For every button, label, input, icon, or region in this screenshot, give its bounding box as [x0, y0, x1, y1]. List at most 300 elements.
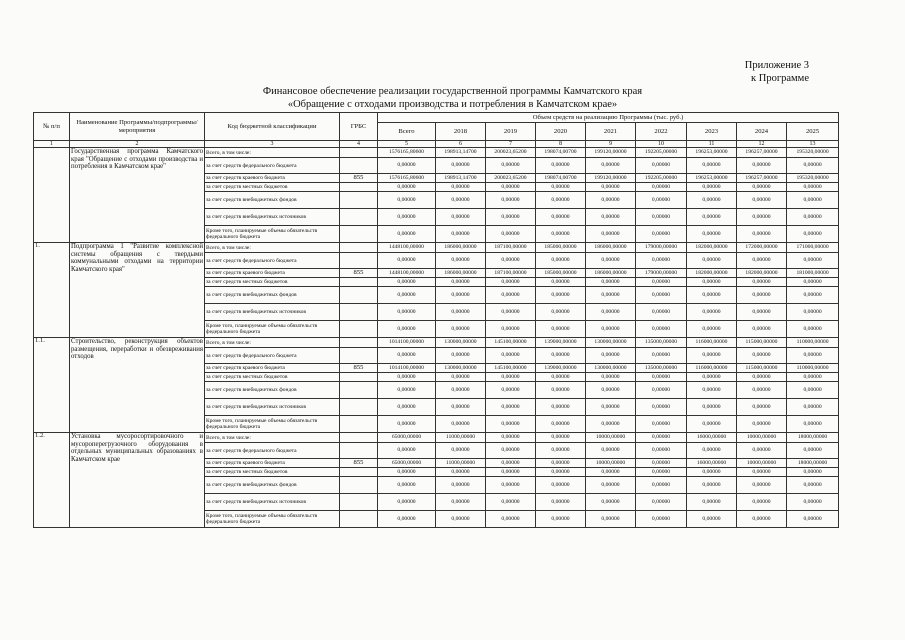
year-value: 182000,00000 [737, 269, 787, 278]
year-value: 195320,00000 [787, 174, 839, 183]
funding-source: за счет средств местных бюджетов [205, 373, 340, 382]
funding-source: Кроме того, планируемые объемы обязательств федерального бюджета [205, 416, 340, 433]
year-value: 0,00000 [436, 158, 486, 174]
total-value: 0,00000 [378, 468, 436, 477]
table-row [34, 148, 839, 158]
total-value: 0,00000 [378, 321, 436, 338]
year-value: 110000,00000 [787, 364, 839, 373]
year-value: 0,00000 [486, 511, 536, 528]
year-value: 0,00000 [737, 253, 787, 269]
year-value: 0,00000 [586, 209, 636, 226]
total-value: 65000,00000 [378, 433, 436, 443]
year-value: 0,00000 [737, 278, 787, 287]
year-value: 185000,00000 [536, 243, 586, 253]
year-value: 0,00000 [737, 304, 787, 321]
year-value: 0,00000 [787, 226, 839, 243]
grbs-code [340, 494, 378, 511]
year-value: 0,00000 [636, 226, 687, 243]
funding-source: за счет средств внебюджетных источников [205, 399, 340, 416]
year-value: 0,00000 [586, 511, 636, 528]
year-value: 0,00000 [787, 253, 839, 269]
table-row [34, 243, 839, 253]
year-value: 0,00000 [586, 348, 636, 364]
year-value: 130000,00000 [436, 364, 486, 373]
year-value: 200023,65200 [486, 148, 536, 158]
year-value: 0,00000 [687, 348, 737, 364]
total-value: 0,00000 [378, 382, 436, 399]
year-value: 0,00000 [586, 287, 636, 304]
year-value: 0,00000 [687, 511, 737, 528]
grbs-code [340, 433, 378, 443]
year-value: 0,00000 [787, 477, 839, 494]
year-value: 195320,00000 [787, 148, 839, 158]
year-value: 115000,00000 [737, 364, 787, 373]
total-value: 0,00000 [378, 278, 436, 287]
year-value: 0,00000 [687, 443, 737, 459]
year-value: 0,00000 [436, 304, 486, 321]
column-number: 9 [586, 141, 636, 148]
year-value: 0,00000 [486, 494, 536, 511]
year-value: 0,00000 [787, 416, 839, 433]
year-value: 0,00000 [436, 382, 486, 399]
year-value: 0,00000 [737, 399, 787, 416]
grbs-code [340, 209, 378, 226]
year-value: 0,00000 [787, 511, 839, 528]
year-value: 0,00000 [737, 209, 787, 226]
grbs-code [340, 468, 378, 477]
total-value: 1448100,00000 [378, 243, 436, 253]
year-value: 0,00000 [787, 399, 839, 416]
funding-source: за счет средств внебюджетных источников [205, 209, 340, 226]
year-value: 0,00000 [536, 382, 586, 399]
total-value: 1448100,00000 [378, 269, 436, 278]
year-value: 0,00000 [787, 321, 839, 338]
year-value: 0,00000 [536, 287, 586, 304]
grbs-code: 855 [340, 269, 378, 278]
year-value: 0,00000 [436, 494, 486, 511]
funding-source: Кроме того, планируемые объемы обязательств федерального бюджета [205, 511, 340, 528]
year-value: 0,00000 [536, 226, 586, 243]
column-number: 8 [536, 141, 586, 148]
year-value: 0,00000 [737, 192, 787, 209]
year-value: 16000,00000 [687, 433, 737, 443]
header-volume: Объем средств на реализацию Программы (тыс. руб.) [378, 113, 839, 123]
year-value: 0,00000 [737, 373, 787, 382]
year-value: 0,00000 [687, 192, 737, 209]
total-value: 0,00000 [378, 158, 436, 174]
year-value: 0,00000 [737, 494, 787, 511]
year-value: 116000,00000 [687, 364, 737, 373]
year-value: 0,00000 [536, 477, 586, 494]
year-value: 0,00000 [486, 304, 536, 321]
funding-source: за счет средств внебюджетных источников [205, 304, 340, 321]
year-value: 0,00000 [486, 416, 536, 433]
year-value: 0,00000 [636, 253, 687, 269]
grbs-code [340, 183, 378, 192]
year-value: 10000,00000 [737, 433, 787, 443]
year-value: 0,00000 [636, 183, 687, 192]
year-value: 0,00000 [787, 278, 839, 287]
table-body [34, 148, 839, 528]
year-value: 0,00000 [636, 416, 687, 433]
funding-source: за счет средств внебюджетных фондов [205, 192, 340, 209]
year-value: 0,00000 [636, 321, 687, 338]
funding-source: за счет средств краевого бюджета [205, 174, 340, 183]
year-value: 0,00000 [536, 209, 586, 226]
year-value: 0,00000 [687, 416, 737, 433]
grbs-code [340, 399, 378, 416]
year-value: 0,00000 [436, 443, 486, 459]
year-value: 0,00000 [486, 468, 536, 477]
section-index: 1.2. [34, 433, 70, 528]
total-value: 0,00000 [378, 443, 436, 459]
header-year: 2019 [486, 123, 536, 141]
grbs-code [340, 373, 378, 382]
column-number: 3 [205, 141, 340, 148]
section-name: Установка мусоросортировочного и мусороперегрузочного оборудования в отдельных муниципальных образованиях в Камчатском крае [70, 433, 205, 528]
header-year: 2024 [737, 123, 787, 141]
year-value: 0,00000 [586, 399, 636, 416]
year-value: 0,00000 [586, 183, 636, 192]
year-value: 0,00000 [636, 278, 687, 287]
year-value: 0,00000 [436, 468, 486, 477]
year-value: 0,00000 [436, 253, 486, 269]
year-value: 0,00000 [636, 494, 687, 511]
document-title [0, 86, 905, 111]
grbs-code [340, 253, 378, 269]
grbs-code: 855 [340, 364, 378, 373]
year-value: 0,00000 [586, 468, 636, 477]
funding-source: за счет средств краевого бюджета [205, 459, 340, 468]
funding-source: за счет средств внебюджетных фондов [205, 477, 340, 494]
column-number: 2 [70, 141, 205, 148]
funding-source: за счет средств внебюджетных фондов [205, 287, 340, 304]
year-value: 130000,00000 [586, 338, 636, 348]
total-value: 0,00000 [378, 494, 436, 511]
grbs-code [340, 304, 378, 321]
year-value: 139000,00000 [536, 338, 586, 348]
column-number: 6 [436, 141, 486, 148]
funding-source: за счет средств федерального бюджета [205, 443, 340, 459]
year-value: 0,00000 [486, 183, 536, 192]
year-value: 198074,00700 [536, 148, 586, 158]
year-value: 0,00000 [737, 321, 787, 338]
total-value: 0,00000 [378, 304, 436, 321]
year-value: 0,00000 [536, 511, 586, 528]
year-value: 0,00000 [586, 278, 636, 287]
year-value: 0,00000 [486, 477, 536, 494]
year-value: 0,00000 [737, 511, 787, 528]
year-value: 192205,00000 [636, 148, 687, 158]
year-value: 0,00000 [687, 226, 737, 243]
year-value: 0,00000 [536, 253, 586, 269]
year-value: 0,00000 [636, 468, 687, 477]
column-number: 7 [486, 141, 536, 148]
year-value: 0,00000 [486, 192, 536, 209]
title-line-1: Финансовое обеспечение реализации государственной программы Камчатского края [262, 86, 643, 97]
funding-source: за счет средств краевого бюджета [205, 364, 340, 373]
year-value: 0,00000 [436, 477, 486, 494]
year-value: 0,00000 [436, 192, 486, 209]
year-value: 0,00000 [787, 494, 839, 511]
year-value: 0,00000 [536, 183, 586, 192]
total-value: 65000,00000 [378, 459, 436, 468]
total-value: 0,00000 [378, 183, 436, 192]
column-number: 11 [687, 141, 737, 148]
total-value: 1014100,00000 [378, 364, 436, 373]
year-value: 0,00000 [536, 373, 586, 382]
financing-table [33, 112, 839, 528]
year-value: 135000,00000 [636, 364, 687, 373]
year-value: 0,00000 [586, 494, 636, 511]
header-name: Наименование Программы/подпрограммы/мероприятия [70, 113, 205, 141]
total-value: 1576165,80600 [378, 174, 436, 183]
appendix-line-2: к Программе [751, 73, 809, 84]
year-value: 11000,00000 [436, 459, 486, 468]
year-value: 0,00000 [787, 192, 839, 209]
year-value: 172000,00000 [737, 243, 787, 253]
year-value: 186000,00000 [586, 269, 636, 278]
year-value: 0,00000 [586, 382, 636, 399]
year-value: 0,00000 [636, 443, 687, 459]
year-value: 11000,00000 [436, 433, 486, 443]
funding-source: Всего, в том числе: [205, 338, 340, 348]
year-value: 0,00000 [486, 433, 536, 443]
grbs-code [340, 348, 378, 364]
funding-source: за счет средств местных бюджетов [205, 183, 340, 192]
grbs-code [340, 148, 378, 158]
year-value: 0,00000 [737, 226, 787, 243]
grbs-code [340, 158, 378, 174]
year-value: 0,00000 [486, 382, 536, 399]
funding-source: за счет средств внебюджетных фондов [205, 382, 340, 399]
total-value: 0,00000 [378, 416, 436, 433]
grbs-code: 855 [340, 459, 378, 468]
year-value: 135000,00000 [636, 338, 687, 348]
total-value: 0,00000 [378, 373, 436, 382]
year-value: 0,00000 [787, 348, 839, 364]
year-value: 0,00000 [536, 192, 586, 209]
column-number: 13 [787, 141, 839, 148]
funding-source: Кроме того, планируемые объемы обязательств федерального бюджета [205, 226, 340, 243]
year-value: 0,00000 [687, 158, 737, 174]
year-value: 0,00000 [636, 158, 687, 174]
year-value: 0,00000 [737, 416, 787, 433]
title-line-2: «Обращение с отходами производства и потребления в Камчатском крае» [287, 98, 618, 110]
year-value: 110000,00000 [787, 338, 839, 348]
grbs-code [340, 511, 378, 528]
year-value: 198913,14700 [436, 148, 486, 158]
year-value: 0,00000 [536, 158, 586, 174]
year-value: 0,00000 [536, 399, 586, 416]
year-value: 0,00000 [737, 158, 787, 174]
column-number: 5 [378, 141, 436, 148]
year-value: 0,00000 [636, 373, 687, 382]
year-value: 0,00000 [687, 477, 737, 494]
total-value: 0,00000 [378, 287, 436, 304]
year-value: 0,00000 [486, 348, 536, 364]
grbs-code [340, 338, 378, 348]
year-value: 0,00000 [536, 494, 586, 511]
year-value: 0,00000 [737, 477, 787, 494]
total-value: 0,00000 [378, 226, 436, 243]
total-value: 0,00000 [378, 209, 436, 226]
year-value: 0,00000 [737, 443, 787, 459]
year-value: 0,00000 [737, 382, 787, 399]
year-value: 10000,00000 [586, 433, 636, 443]
funding-source: за счет средств федерального бюджета [205, 158, 340, 174]
grbs-code: 855 [340, 174, 378, 183]
section-name: Строительство, реконструкция объектов размещения, переработки и обезвреживания отходов [70, 338, 205, 433]
year-value: 0,00000 [636, 433, 687, 443]
year-value: 181000,00000 [787, 269, 839, 278]
year-value: 0,00000 [436, 183, 486, 192]
funding-source: за счет средств местных бюджетов [205, 468, 340, 477]
year-value: 0,00000 [687, 494, 737, 511]
year-value: 0,00000 [586, 192, 636, 209]
year-value: 0,00000 [536, 433, 586, 443]
year-value: 0,00000 [536, 443, 586, 459]
funding-source: Всего, в том числе: [205, 433, 340, 443]
year-value: 0,00000 [536, 348, 586, 364]
year-value: 0,00000 [586, 416, 636, 433]
section-name: Государственная программа Камчатского края "Обращение с отходами производства и потребления в Камчатском крае" [70, 148, 205, 243]
year-value: 0,00000 [687, 468, 737, 477]
year-value: 0,00000 [486, 459, 536, 468]
year-value: 0,00000 [687, 321, 737, 338]
year-value: 0,00000 [536, 468, 586, 477]
year-value: 198074,00700 [536, 174, 586, 183]
year-value: 0,00000 [687, 287, 737, 304]
year-value: 0,00000 [787, 443, 839, 459]
year-value: 0,00000 [636, 382, 687, 399]
year-value: 0,00000 [536, 321, 586, 338]
year-value: 185000,00000 [536, 269, 586, 278]
year-value: 0,00000 [486, 253, 536, 269]
year-value: 0,00000 [636, 459, 687, 468]
year-value: 0,00000 [687, 399, 737, 416]
funding-source: Кроме того, планируемые объемы обязательств федерального бюджета [205, 321, 340, 338]
year-value: 0,00000 [787, 183, 839, 192]
grbs-code [340, 243, 378, 253]
year-value: 0,00000 [586, 321, 636, 338]
year-value: 0,00000 [636, 477, 687, 494]
year-value: 182000,00000 [687, 269, 737, 278]
appendix-line-1: Приложение 3 [744, 60, 809, 71]
year-value: 0,00000 [636, 287, 687, 304]
header-year: 2025 [787, 123, 839, 141]
grbs-code [340, 278, 378, 287]
year-value: 0,00000 [486, 321, 536, 338]
grbs-code [340, 443, 378, 459]
header-code: Код бюджетной классификации [205, 113, 340, 141]
header-year: 2022 [636, 123, 687, 141]
year-value: 0,00000 [787, 287, 839, 304]
year-value: 0,00000 [436, 399, 486, 416]
year-value: 0,00000 [737, 287, 787, 304]
year-value: 186000,00000 [436, 243, 486, 253]
year-value: 0,00000 [486, 226, 536, 243]
year-value: 0,00000 [436, 321, 486, 338]
year-value: 0,00000 [687, 253, 737, 269]
grbs-code [340, 226, 378, 243]
year-value: 0,00000 [737, 348, 787, 364]
year-value: 0,00000 [787, 382, 839, 399]
funding-source: за счет средств краевого бюджета [205, 269, 340, 278]
year-value: 179000,00000 [636, 243, 687, 253]
year-value: 187100,00000 [486, 269, 536, 278]
funding-source: за счет средств внебюджетных источников [205, 494, 340, 511]
table-row [34, 433, 839, 443]
year-value: 145100,00000 [486, 338, 536, 348]
year-value: 0,00000 [737, 468, 787, 477]
year-value: 130000,00000 [436, 338, 486, 348]
year-value: 10000,00000 [737, 459, 787, 468]
year-value: 0,00000 [636, 209, 687, 226]
year-value: 0,00000 [536, 416, 586, 433]
year-value: 0,00000 [787, 158, 839, 174]
total-value: 0,00000 [378, 192, 436, 209]
year-value: 16000,00000 [687, 459, 737, 468]
year-value: 196253,00000 [687, 148, 737, 158]
total-value: 0,00000 [378, 399, 436, 416]
year-value: 0,00000 [687, 209, 737, 226]
funding-source: Всего, в том числе: [205, 148, 340, 158]
year-value: 0,00000 [436, 287, 486, 304]
year-value: 0,00000 [486, 158, 536, 174]
year-value: 182000,00000 [687, 243, 737, 253]
header-year: 2021 [586, 123, 636, 141]
year-value: 0,00000 [586, 477, 636, 494]
funding-source: за счет средств федерального бюджета [205, 253, 340, 269]
year-value: 115000,00000 [737, 338, 787, 348]
year-value: 0,00000 [586, 373, 636, 382]
year-value: 0,00000 [536, 459, 586, 468]
year-value: 116000,00000 [687, 338, 737, 348]
grbs-code [340, 477, 378, 494]
year-value: 196253,00000 [687, 174, 737, 183]
column-number-row [34, 141, 839, 148]
year-value: 0,00000 [486, 373, 536, 382]
total-value: 0,00000 [378, 348, 436, 364]
year-value: 171000,00000 [787, 243, 839, 253]
column-number: 12 [737, 141, 787, 148]
section-index: 1.1. [34, 338, 70, 433]
year-value: 0,00000 [636, 348, 687, 364]
year-value: 196257,00000 [737, 174, 787, 183]
header-num: № п/п [34, 113, 70, 141]
year-value: 0,00000 [436, 348, 486, 364]
grbs-code [340, 192, 378, 209]
year-value: 0,00000 [636, 192, 687, 209]
year-value: 0,00000 [536, 278, 586, 287]
year-value: 187100,00000 [486, 243, 536, 253]
year-value: 200023,65200 [486, 174, 536, 183]
year-value: 0,00000 [486, 209, 536, 226]
year-value: 0,00000 [737, 183, 787, 192]
year-value: 198913,14700 [436, 174, 486, 183]
grbs-code [340, 382, 378, 399]
year-value: 0,00000 [436, 373, 486, 382]
total-value: 0,00000 [378, 511, 436, 528]
total-value: 0,00000 [378, 477, 436, 494]
year-value: 0,00000 [486, 287, 536, 304]
year-value: 0,00000 [687, 278, 737, 287]
year-value: 145100,00000 [486, 364, 536, 373]
column-number: 4 [340, 141, 378, 148]
funding-source: Всего, в том числе: [205, 243, 340, 253]
year-value: 199120,00000 [586, 148, 636, 158]
